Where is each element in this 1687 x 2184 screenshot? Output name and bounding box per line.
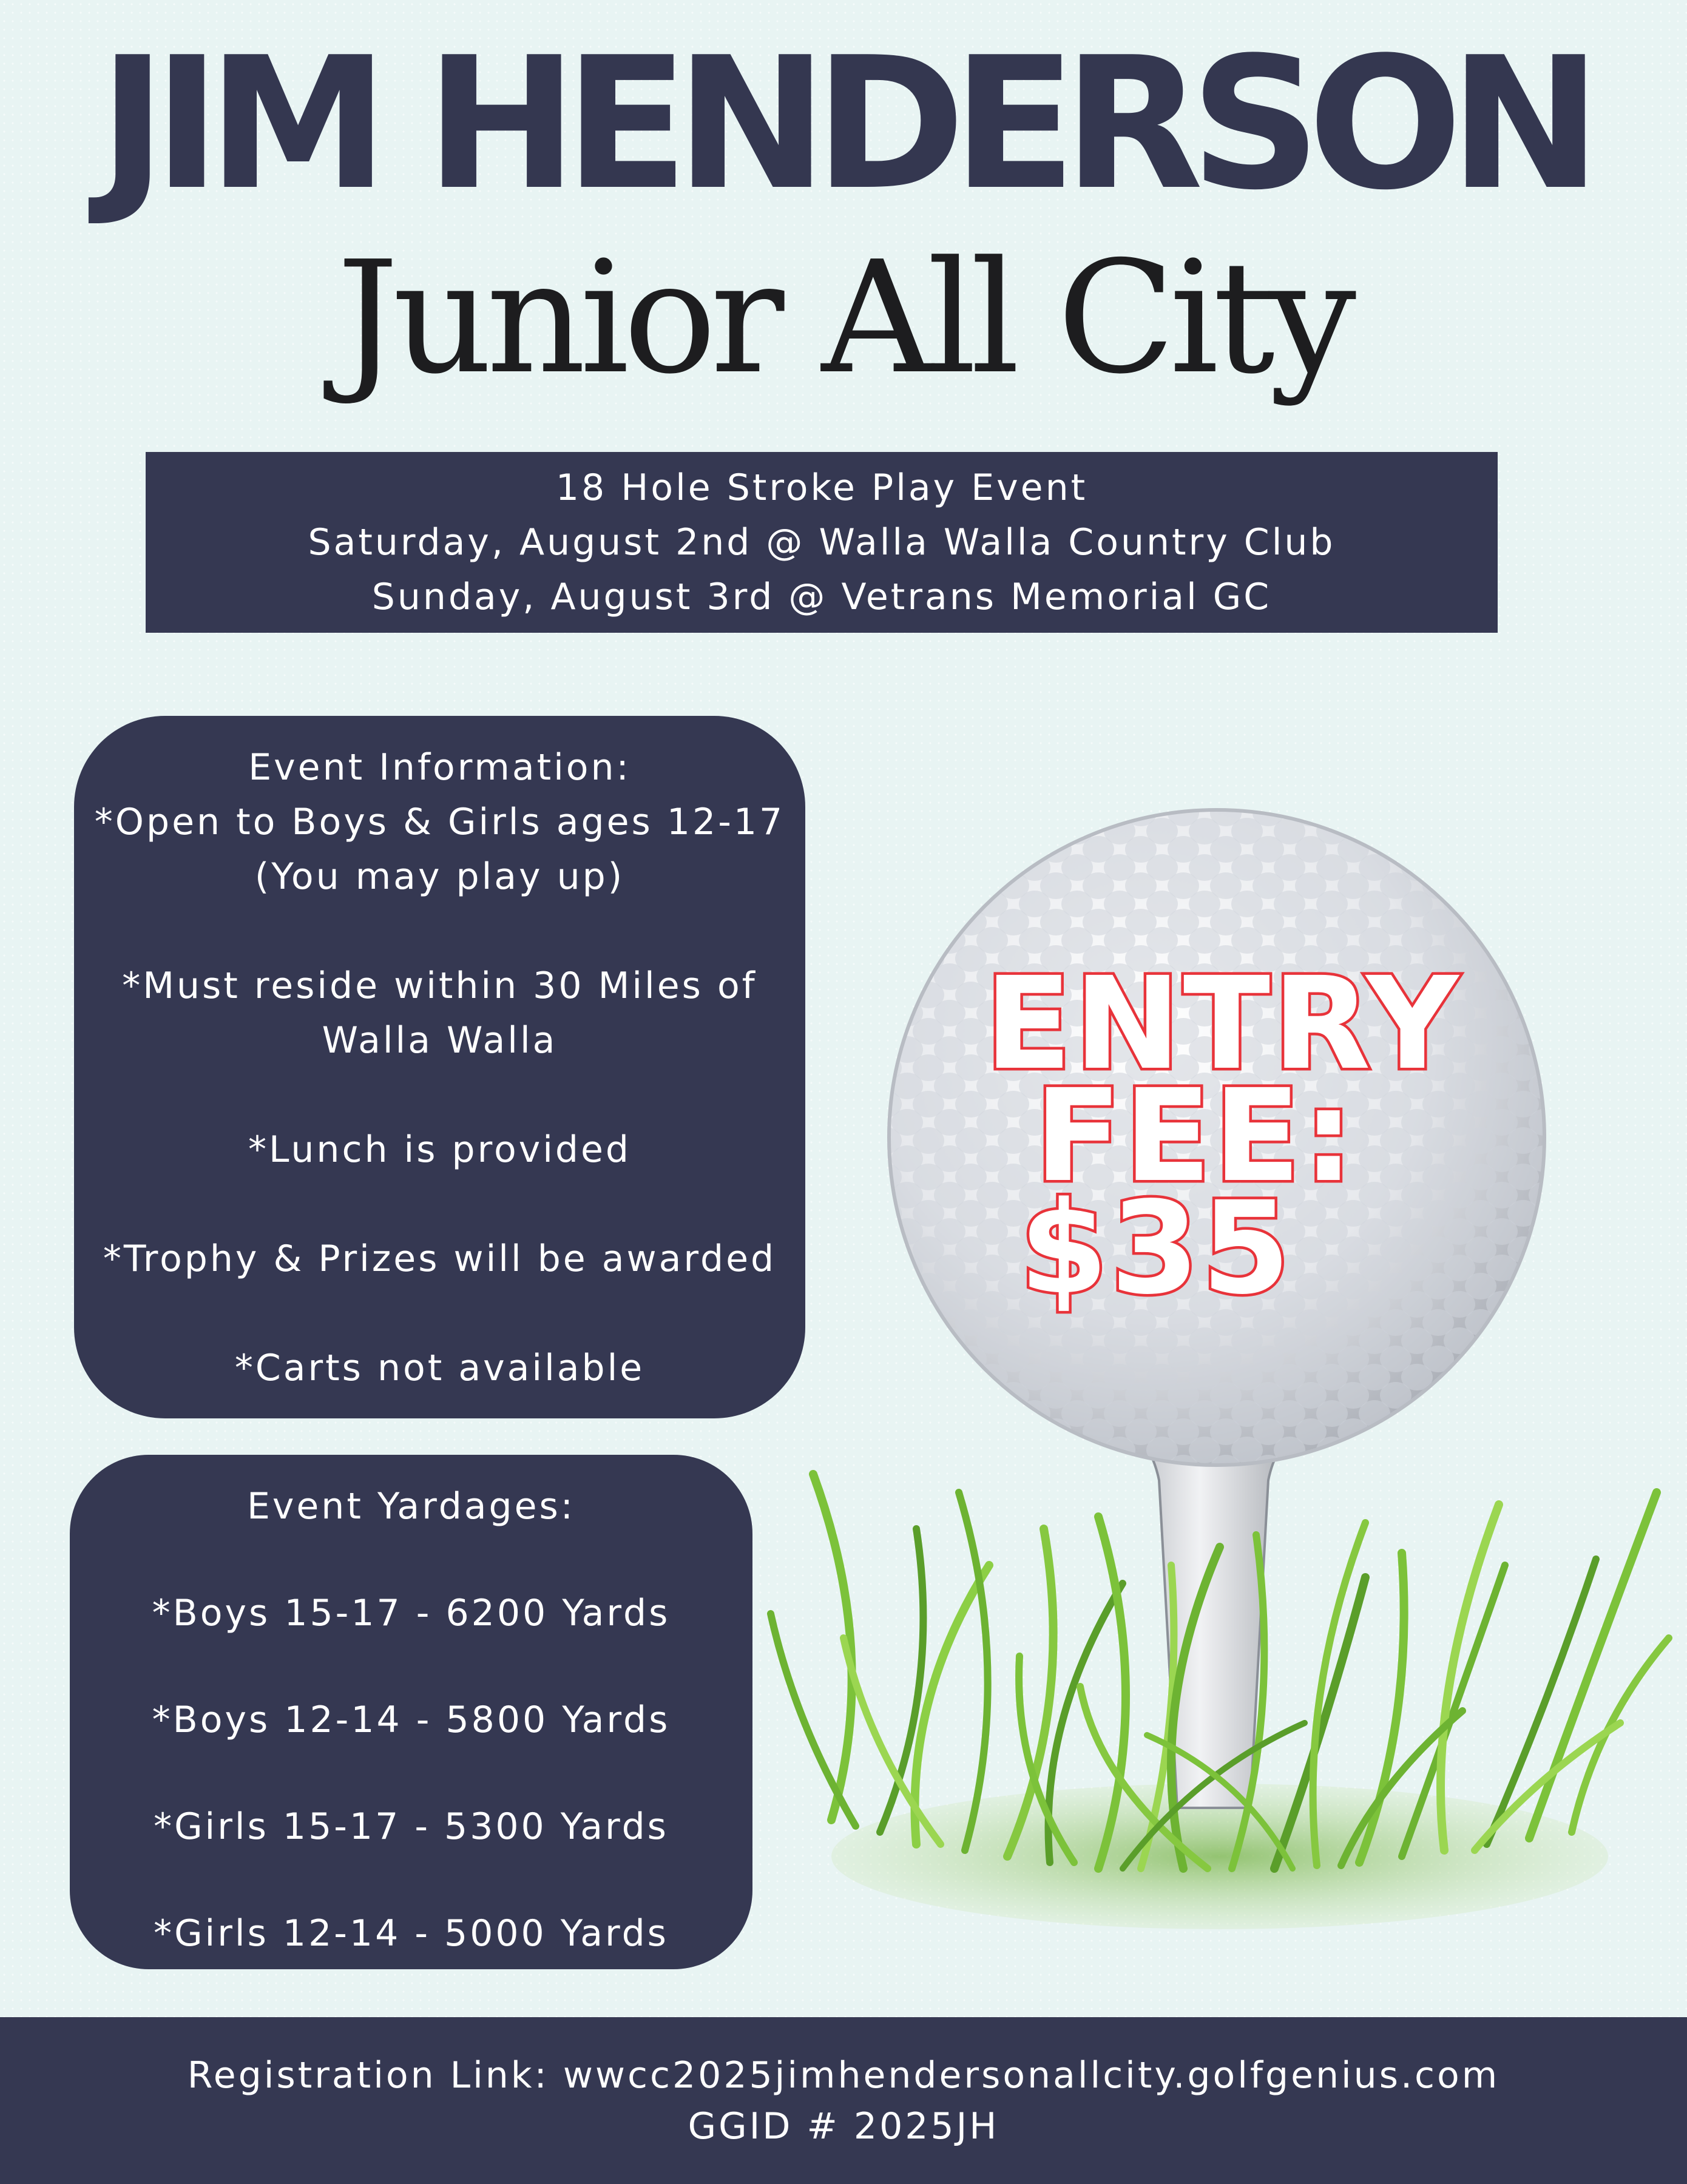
event-info-item-note: (You may play up) — [254, 855, 625, 898]
registration-link[interactable]: Registration Link: wwcc2025jimhendersonallcity.golfgenius.com — [187, 2054, 1500, 2097]
yardage-item: *Girls 12-14 - 5000 Yards — [154, 1912, 669, 1955]
event-info-item: *Trophy & Prizes will be awarded — [103, 1238, 777, 1280]
title-sub: Junior All City — [336, 228, 1351, 408]
yardages-heading: Event Yardages: — [246, 1485, 576, 1528]
event-info-item: *Carts not available — [234, 1347, 645, 1389]
entry-fee-line2: FEE: — [1034, 1062, 1357, 1210]
event-info-item-note: Walla Walla — [322, 1019, 558, 1062]
entry-fee-line3: $35 — [1019, 1174, 1293, 1323]
golf-ball-illustration — [759, 777, 1687, 2014]
event-banner — [146, 452, 1498, 633]
event-info-heading: Event Information: — [248, 746, 631, 789]
entry-fee-line1: ENTRY — [984, 949, 1461, 1098]
banner-line-saturday: Saturday, August 2nd @ Walla Walla Country Club — [308, 521, 1336, 564]
yardage-item: *Boys 12-14 - 5800 Yards — [152, 1699, 671, 1741]
ggid-code: GGID # 2025JH — [688, 2105, 999, 2148]
banner-line-sunday: Sunday, August 3rd @ Vetrans Memorial GC — [371, 576, 1272, 618]
event-info-item: *Lunch is provided — [248, 1128, 631, 1171]
banner-line-format: 18 Hole Stroke Play Event — [555, 467, 1088, 509]
yardages-panel — [70, 1455, 752, 1969]
yardage-item: *Boys 15-17 - 6200 Yards — [152, 1592, 671, 1634]
footer-bar — [0, 2017, 1687, 2184]
yardage-item: *Girls 15-17 - 5300 Yards — [154, 1805, 669, 1848]
title-main: JIM HENDERSON — [98, 18, 1589, 230]
event-info-item: *Must reside within 30 Miles of — [122, 965, 757, 1007]
event-info-item: *Open to Boys & Girls ages 12-17 — [94, 801, 785, 843]
event-info-panel — [74, 716, 805, 1418]
